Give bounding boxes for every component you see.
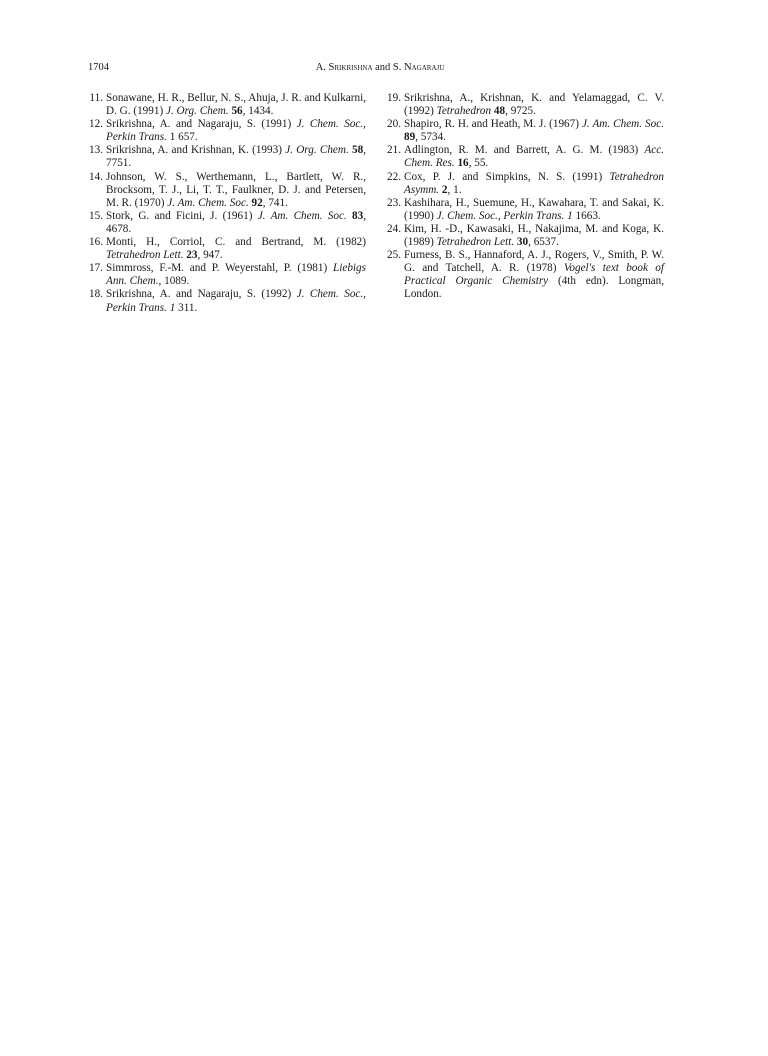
- reference-volume: 48: [493, 105, 506, 118]
- reference-volume: 58: [352, 144, 364, 157]
- reference-volume: 16: [457, 157, 469, 170]
- reference-item: [386, 144, 664, 170]
- reference-item: [386, 223, 664, 249]
- reference-journal: Vogel's text book of Practical Organic Chemistry: [404, 262, 664, 288]
- reference-pages: , 4678.: [106, 209, 366, 235]
- reference-journal: J. Org. Chem.: [165, 105, 229, 118]
- page-number: 1704: [88, 62, 109, 73]
- reference-volume: 83: [352, 209, 364, 222]
- reference-item: [88, 210, 366, 236]
- reference-authors: Srikrishna, A., Krishnan, K. and Yelamaggad, C. V. (1992): [404, 92, 664, 118]
- reference-journal: Tetrahedron Asymm.: [404, 170, 664, 196]
- reference-volume: 92: [251, 196, 263, 209]
- reference-number: 13.: [89, 144, 103, 157]
- reference-number: 22.: [387, 170, 401, 183]
- reference-journal: J. Chem. Soc., Perkin Trans.: [106, 118, 366, 144]
- reference-number: 17.: [89, 262, 103, 275]
- reference-journal: Acc. Chem. Res.: [404, 144, 664, 170]
- reference-authors: Johnson, W. S., Werthemann, L., Bartlett, W. R., Brocksom, T. J., Li, T. T., Faulkner, D. J. and Petersen, M. R. (1970): [106, 170, 366, 209]
- author-a-surname: rikrishna: [334, 62, 373, 73]
- reference-text: [404, 118, 664, 143]
- reference-number: 20.: [387, 118, 401, 131]
- reference-number: 18.: [89, 288, 103, 301]
- reference-journal: J. Chem. Soc., Perkin Trans. 1: [106, 288, 366, 314]
- reference-text: [106, 144, 366, 169]
- reference-volume: 30: [516, 236, 529, 249]
- reference-text: [106, 210, 366, 235]
- reference-pages: , 55.: [468, 157, 489, 170]
- reference-item: [88, 288, 366, 314]
- running-head-authors: [88, 62, 672, 73]
- reference-volume: 2: [441, 183, 448, 196]
- reference-authors: Simmross, F.-M. and P. Weyerstahl, P. (1981): [106, 262, 334, 275]
- reference-journal: J. Am. Chem. Soc.: [581, 118, 664, 131]
- reference-text: [404, 223, 664, 248]
- reference-item: [88, 144, 366, 170]
- reference-mid: 1663.: [572, 209, 601, 222]
- reference-authors: Cox, P. J. and Simpkins, N. S. (1991): [404, 170, 610, 183]
- reference-authors: Srikrishna, A. and Nagaraju, S. (1991): [106, 118, 297, 131]
- reference-mid: 1 657.: [166, 131, 198, 144]
- reference-item: [88, 262, 366, 288]
- reference-authors: Adlington, R. M. and Barrett, A. G. M. (1983): [404, 144, 645, 157]
- reference-pages: , 741.: [262, 196, 288, 209]
- author-a-initial: A. S: [315, 62, 335, 73]
- reference-text: [404, 92, 664, 117]
- reference-journal: Tetrahedron Lett.: [436, 236, 515, 249]
- reference-authors: Monti, H., Corriol, C. and Bertrand, M. (1982): [106, 236, 366, 249]
- reference-pages: , 1434.: [242, 105, 274, 118]
- references-right-column: [386, 92, 664, 302]
- reference-pages: , 1.: [447, 183, 462, 196]
- reference-text: [404, 171, 664, 196]
- reference-text: [404, 144, 664, 169]
- reference-text: [106, 288, 366, 313]
- reference-pages: , 947.: [197, 249, 223, 262]
- reference-volume: 56: [231, 105, 243, 118]
- reference-number: 15.: [89, 209, 103, 222]
- reference-pages: , 7751.: [106, 144, 366, 170]
- page-header: [88, 62, 672, 76]
- reference-number: 14.: [89, 170, 103, 183]
- reference-authors: Srikrishna, A. and Nagaraju, S. (1992): [106, 288, 297, 301]
- reference-number: 25.: [387, 249, 401, 262]
- reference-mid: , 1089.: [158, 275, 190, 288]
- reference-item: [386, 92, 664, 118]
- reference-mid: (4th edn). Longman, London.: [404, 275, 665, 301]
- reference-text: [106, 262, 366, 287]
- reference-text: [404, 249, 664, 300]
- reference-text: [106, 171, 366, 209]
- reference-mid: 311.: [175, 301, 198, 314]
- reference-journal: J. Am. Chem. Soc.: [257, 209, 347, 222]
- author-b-surname: agaraju: [411, 62, 445, 73]
- reference-authors: Furness, B. S., Hannaford, A. J., Rogers, V., Smith, P. W. G. and Tatchell, A. R. (1978): [404, 249, 664, 275]
- reference-item: [386, 171, 664, 197]
- reference-item: [386, 197, 664, 223]
- reference-pages: , 5734.: [415, 131, 446, 144]
- author-connector: and S. N: [372, 62, 412, 73]
- reference-text: [106, 92, 366, 117]
- reference-authors: Sonawane, H. R., Bellur, N. S., Ahuja, J. R. and Kulkarni, D. G. (1991): [106, 92, 366, 118]
- reference-journal: Tetrahedron Lett.: [106, 249, 184, 262]
- reference-pages: , 6537.: [528, 236, 559, 249]
- reference-volume: 23: [186, 249, 198, 262]
- reference-number: 23.: [387, 196, 401, 209]
- reference-item: [88, 118, 366, 144]
- reference-authors: Srikrishna, A. and Krishnan, K. (1993): [106, 144, 286, 157]
- reference-item: [386, 249, 664, 301]
- reference-authors: Kashihara, H., Suemune, H., Kawahara, T. and Sakai, K. (1990): [404, 196, 664, 222]
- reference-number: 16.: [89, 236, 103, 249]
- reference-authors: Stork, G. and Ficini, J. (1961): [106, 209, 258, 222]
- references-left-column: [88, 92, 366, 315]
- reference-journal: J. Org. Chem.: [285, 144, 349, 157]
- reference-authors: Kim, H. -D., Kawasaki, H., Nakajima, M. and Koga, K. (1989): [404, 222, 664, 249]
- reference-text: [404, 197, 664, 222]
- reference-journal: Tetrahedron: [436, 105, 492, 118]
- reference-journal: Liebigs Ann. Chem.: [106, 262, 366, 288]
- reference-item: [386, 118, 664, 144]
- reference-item: [88, 171, 366, 210]
- reference-volume: 89: [404, 131, 416, 144]
- reference-number: 19.: [387, 92, 401, 104]
- reference-journal: J. Am. Chem. Soc.: [167, 196, 249, 209]
- reference-journal: J. Chem. Soc., Perkin Trans. 1: [436, 209, 573, 222]
- reference-item: [88, 92, 366, 118]
- reference-item: [88, 236, 366, 262]
- reference-number: 12.: [89, 118, 103, 131]
- reference-number: 24.: [387, 222, 401, 235]
- reference-number: 11.: [89, 92, 103, 104]
- reference-text: [106, 236, 366, 261]
- reference-pages: , 9725.: [505, 105, 536, 118]
- reference-number: 21.: [387, 144, 401, 157]
- reference-text: [106, 118, 366, 143]
- reference-authors: Shapiro, R. H. and Heath, M. J. (1967): [404, 118, 582, 131]
